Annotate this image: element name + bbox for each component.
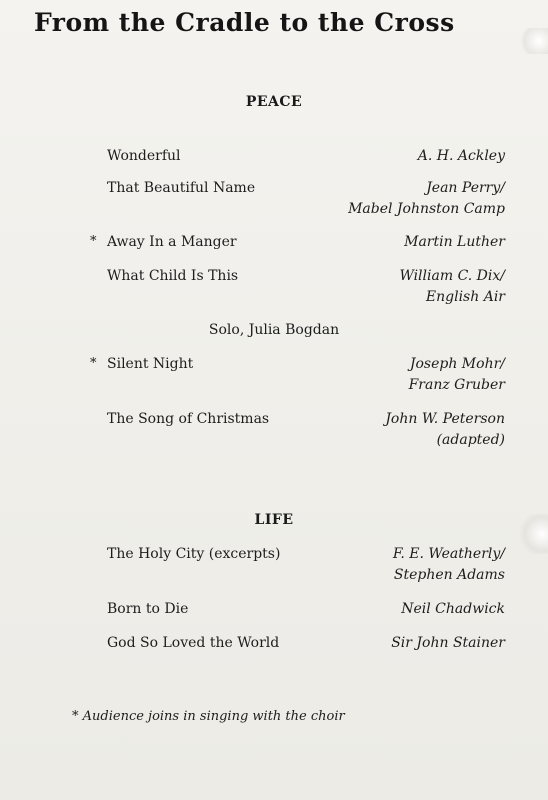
composer-line: Sir John Stainer [391,635,505,651]
song-title: God So Loved the World [107,635,280,651]
song-composer [385,409,505,451]
song-composer [348,178,505,220]
song-title: What Child Is This [107,268,239,284]
song-title: The Song of Christmas [107,411,270,427]
composer-line: Mabel Johnston Camp [348,201,505,217]
section-heading-peace: PEACE [245,94,303,110]
solo-credit: Solo, Julia Bogdan [208,322,340,338]
composer-line: Stephen Adams [393,567,505,583]
song-title: Born to Die [107,601,189,617]
footnote: * Audience joins in singing with the choir [72,709,345,724]
song-composer [418,146,505,167]
sing-along-marker: * [90,356,97,371]
composer-line: Jean Perry/ [426,180,505,196]
song-composer [393,544,505,586]
song-title: That Beautiful Name [107,180,256,196]
composer-line: John W. Peterson [385,411,505,427]
song-title: Silent Night [107,356,194,372]
composer-line: A. H. Ackley [417,148,505,164]
composer-line: F. E. Weatherly/ [392,546,505,562]
composer-line: William C. Dix/ [399,268,505,284]
composer-line: Neil Chadwick [401,601,505,617]
composer-line: Franz Gruber [408,377,505,393]
song-title: Away In a Manger [107,234,237,250]
composer-line: Joseph Mohr/ [409,356,505,372]
composer-line: English Air [425,289,505,305]
song-composer [399,266,505,308]
composer-line: (adapted) [436,432,505,448]
song-composer [391,633,505,654]
song-title: The Holy City (excerpts) [107,546,281,562]
song-title: Wonderful [107,148,181,164]
program-title: From the Cradle to the Cross [34,8,455,37]
section-heading-life: LIFE [254,512,294,528]
paper-tear-top [518,28,548,54]
composer-line: Martin Luther [404,234,505,250]
sing-along-marker: * [90,234,97,249]
song-composer [404,232,505,253]
song-composer [401,599,505,620]
song-composer [409,354,505,396]
